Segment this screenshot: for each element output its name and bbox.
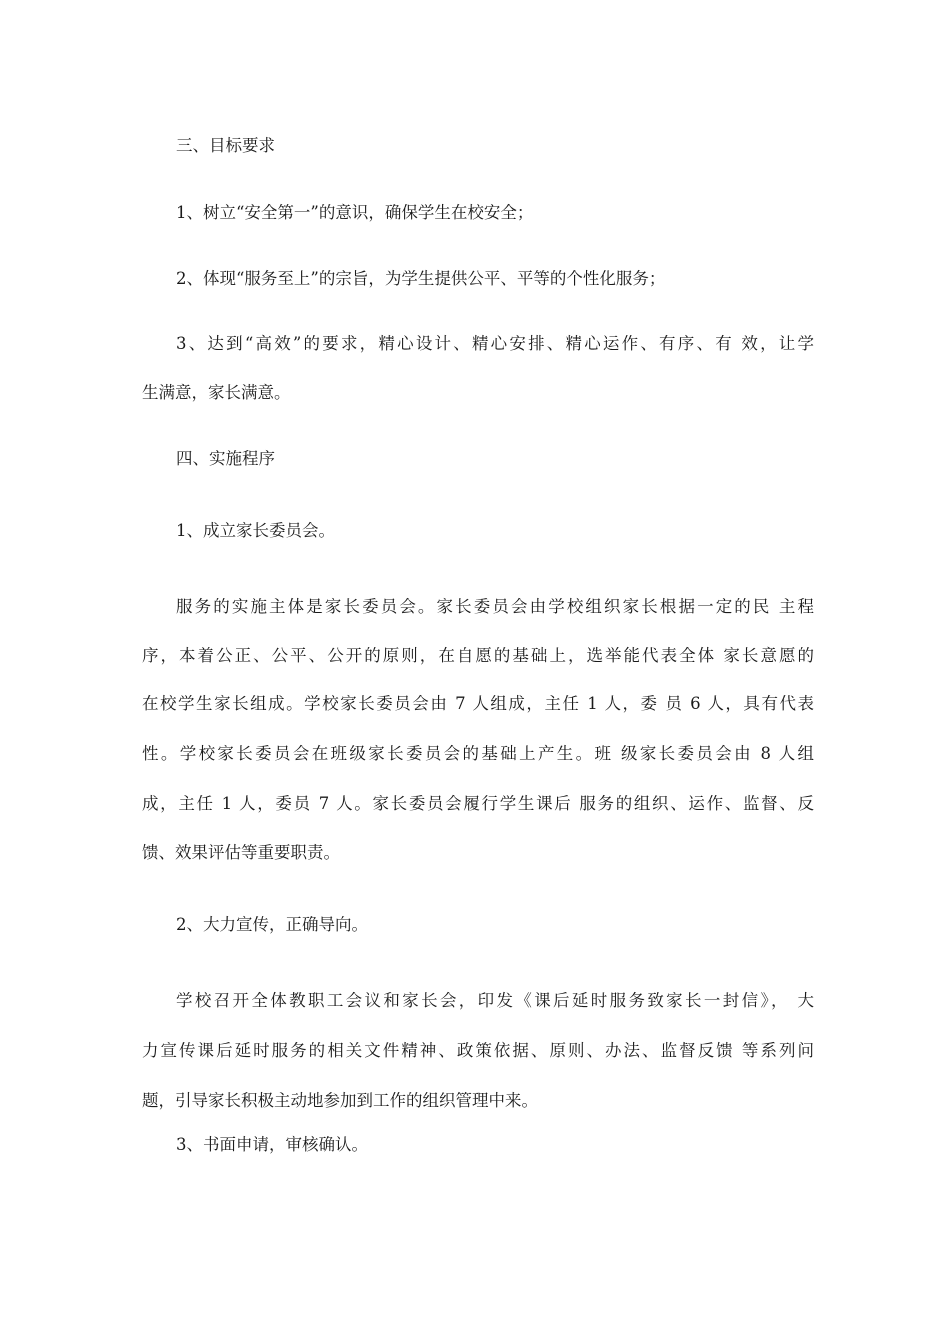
goal-item-1: 1、树立“安全第一”的意识，确保学生在校安全；: [176, 203, 534, 222]
paragraph-committee-line-1: 服务的实施主体是家长委员会。家长委员会由学校组织家长根据一定的民 主程: [176, 597, 814, 616]
procedure-item-2-title: 2、大力宣传，正确导向。: [176, 915, 368, 934]
goal-item-2: 2、体现“服务至上”的宗旨，为学生提供公平、平等的个性化服务；: [176, 269, 666, 288]
paragraph-publicity-line-2: 力宣传课后延时服务的相关文件精神、政策依据、原则、办法、监督反馈 等系列问: [142, 1041, 814, 1060]
procedure-item-1-title: 1、成立家长委员会。: [176, 521, 335, 540]
procedure-item-3-title: 3、书面申请，审核确认。: [176, 1135, 368, 1154]
paragraph-committee-line-2: 序，本着公正、公平、公开的原则，在自愿的基础上，选举能代表全体 家长意愿的: [142, 646, 814, 665]
goal-item-3-line-1: 3、达到“高效”的要求，精心设计、精心安排、精心运作、有序、有 效，让学: [176, 334, 814, 353]
paragraph-committee-line-5: 成，主任 1 人，委员 7 人。家长委员会履行学生课后 服务的组织、运作、监督、反: [142, 794, 814, 813]
paragraph-publicity-line-1: 学校召开全体教职工会议和家长会，印发《课后延时服务致家长一封信》， 大: [176, 991, 814, 1010]
goal-item-3-line-2: 生满意，家长满意。: [142, 383, 291, 402]
heading-goals: 三、目标要求: [176, 136, 275, 155]
paragraph-committee-line-3: 在校学生家长组成。学校家长委员会由 7 人组成，主任 1 人，委 员 6 人，具有代表: [142, 694, 814, 713]
heading-procedure: 四、实施程序: [176, 449, 275, 468]
paragraph-committee-line-6: 馈、效果评估等重要职责。: [142, 843, 340, 862]
paragraph-publicity-line-3: 题，引导家长积极主动地参加到工作的组织管理中来。: [142, 1091, 538, 1110]
paragraph-committee-line-4: 性。学校家长委员会在班级家长委员会的基础上产生。班 级家长委员会由 8 人组: [142, 744, 814, 763]
